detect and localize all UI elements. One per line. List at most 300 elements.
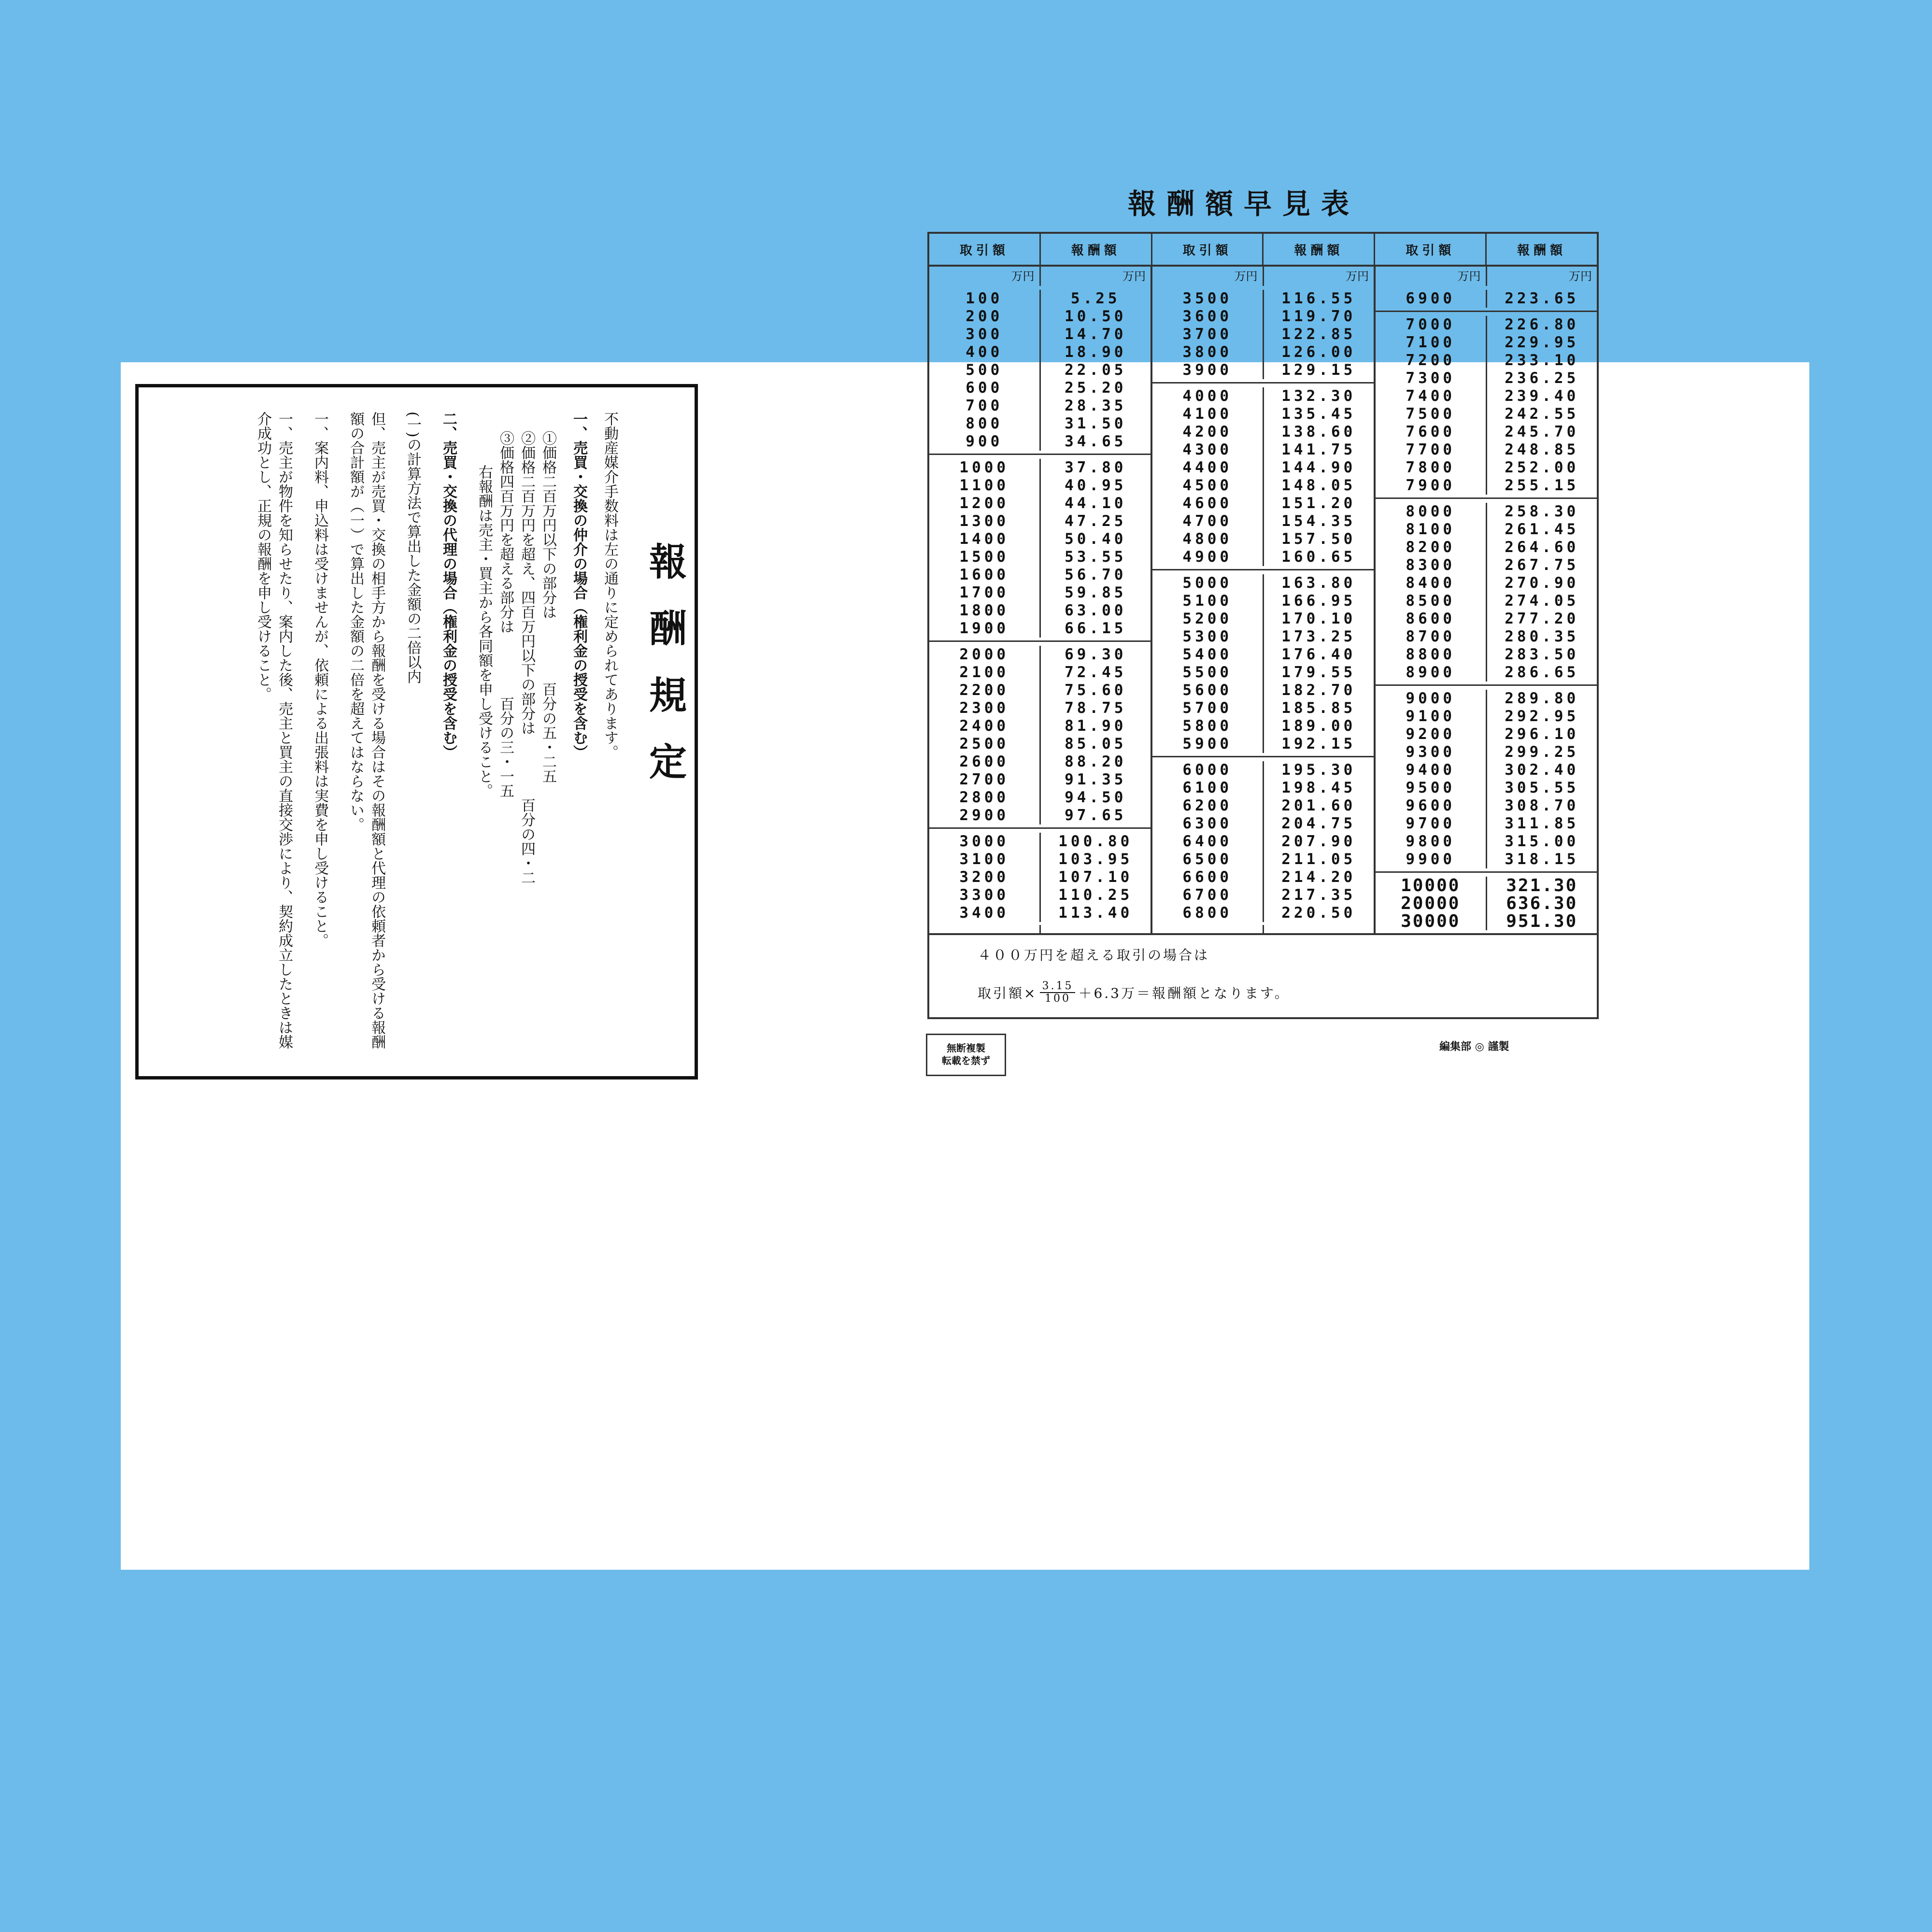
footer-formula: 取引額× $\frac{3.15}{100}$ ＋6.3万＝報酬額となります。 bbox=[978, 980, 1290, 1005]
amount-cell: 3300 bbox=[929, 886, 1041, 904]
amount-cell: 7100 bbox=[1376, 334, 1487, 352]
fee-cell: 148.05 bbox=[1281, 477, 1356, 494]
fee-cell: 207.90 bbox=[1281, 833, 1356, 850]
amount-cell: 2400 bbox=[929, 717, 1041, 735]
amount-cell: 7800 bbox=[1376, 459, 1487, 477]
table-header bbox=[929, 234, 1597, 267]
amount-cell: 3700 bbox=[1152, 326, 1264, 343]
table-row bbox=[929, 326, 1151, 343]
rules-section-2: 二、売買・交換の代理の場合（権利金の授受を含む） bbox=[440, 412, 457, 759]
fee-cell: 47.25 bbox=[1065, 512, 1127, 530]
table-row bbox=[1376, 761, 1597, 779]
fee-cell: 157.50 bbox=[1281, 530, 1356, 548]
fee-cell: 56.70 bbox=[1065, 566, 1127, 583]
amount-cell: 2200 bbox=[929, 682, 1041, 699]
amount-cell: 6900 bbox=[1376, 290, 1487, 308]
amount-cell: 9000 bbox=[1376, 690, 1487, 708]
amount-cell: 5800 bbox=[1152, 717, 1264, 735]
table-row bbox=[1152, 592, 1374, 610]
fee-cell: 14.70 bbox=[1065, 326, 1127, 343]
amount-cell: 3500 bbox=[1152, 290, 1264, 308]
table-row bbox=[1152, 343, 1374, 361]
rules-para-4: 一、売主が物件を知らせたり、案内した後、売主と買主の直接交渉により、契約成立したときは媒介成功とし、正規の報酬を申し受けること。 bbox=[255, 412, 293, 1049]
table-row bbox=[1376, 797, 1597, 815]
table-row bbox=[1152, 797, 1374, 815]
table-row bbox=[1376, 521, 1597, 539]
rules-item-2: ②価格二百万円を超え、四百万円以下の部分は 百分の四・二 bbox=[518, 431, 535, 885]
table-row bbox=[1152, 699, 1374, 717]
amount-cell: 9100 bbox=[1376, 708, 1487, 725]
header-cell: 取引額 bbox=[1375, 234, 1487, 265]
fee-cell: 100.80 bbox=[1058, 833, 1133, 850]
fee-cell: 226.80 bbox=[1505, 316, 1579, 333]
fee-cell: 318.15 bbox=[1505, 851, 1579, 868]
fee-cell: 69.30 bbox=[1065, 646, 1127, 663]
fee-cell: 182.70 bbox=[1281, 682, 1356, 699]
fee-cell: 166.95 bbox=[1281, 592, 1356, 610]
amount-cell: 2100 bbox=[929, 664, 1041, 682]
amount-cell: 6100 bbox=[1152, 779, 1264, 797]
table-row bbox=[1152, 477, 1374, 495]
amount-cell: 7400 bbox=[1376, 387, 1487, 405]
fee-cell: 261.45 bbox=[1505, 521, 1579, 538]
amount-cell: 9500 bbox=[1376, 779, 1487, 797]
rules-box bbox=[135, 384, 698, 1080]
amount-cell: 8000 bbox=[1376, 503, 1487, 521]
table-row bbox=[1376, 833, 1597, 851]
fee-cell: 53.55 bbox=[1065, 548, 1127, 566]
fee-cell: 88.20 bbox=[1065, 753, 1127, 770]
table-row bbox=[1376, 387, 1597, 405]
table-row bbox=[929, 495, 1151, 512]
amount-cell: 8300 bbox=[1376, 556, 1487, 574]
row-group bbox=[929, 454, 1151, 640]
table-row bbox=[1152, 646, 1374, 664]
fee-cell: 72.45 bbox=[1065, 664, 1127, 681]
fee-cell: 75.60 bbox=[1065, 682, 1127, 699]
column-filler bbox=[1152, 925, 1374, 933]
table-row bbox=[1152, 735, 1374, 753]
fee-cell: 138.60 bbox=[1281, 423, 1356, 440]
fee-table bbox=[927, 232, 1599, 1019]
formula-fraction: $\frac{3.15}{100}$ bbox=[1040, 980, 1075, 1005]
fee-cell: 160.65 bbox=[1281, 548, 1356, 566]
fee-cell: 198.45 bbox=[1281, 779, 1356, 796]
table-row bbox=[1376, 539, 1597, 556]
amount-cell: 6600 bbox=[1152, 868, 1264, 886]
amount-cell: 5400 bbox=[1152, 646, 1264, 664]
fee-cell: 22.05 bbox=[1065, 361, 1127, 379]
fee-cell: 229.95 bbox=[1505, 334, 1579, 351]
unit-row bbox=[1152, 267, 1374, 286]
amount-cell: 500 bbox=[929, 361, 1041, 379]
table-row bbox=[929, 646, 1151, 664]
table-row bbox=[1376, 912, 1597, 930]
table-row bbox=[1376, 503, 1597, 521]
table-row bbox=[1376, 423, 1597, 441]
column-pair bbox=[929, 267, 1152, 933]
fee-cell: 37.80 bbox=[1065, 459, 1127, 476]
table-row bbox=[1376, 592, 1597, 610]
fee-cell: 18.90 bbox=[1065, 343, 1127, 361]
table-row bbox=[929, 886, 1151, 904]
amount-cell: 4400 bbox=[1152, 459, 1264, 477]
amount-cell: 6800 bbox=[1152, 904, 1264, 922]
unit-label: 万円 bbox=[1569, 270, 1592, 283]
table-row bbox=[1376, 610, 1597, 628]
amount-cell: 8700 bbox=[1376, 628, 1487, 646]
amount-cell: 7300 bbox=[1376, 369, 1487, 387]
unit-label: 万円 bbox=[929, 267, 1041, 286]
fee-cell: 315.00 bbox=[1505, 833, 1579, 850]
table-row bbox=[1152, 868, 1374, 886]
table-row bbox=[1376, 628, 1597, 646]
table-row bbox=[929, 904, 1151, 922]
fee-cell: 107.10 bbox=[1058, 868, 1133, 886]
table-row bbox=[929, 664, 1151, 682]
amount-cell: 300 bbox=[929, 326, 1041, 343]
table-row bbox=[1152, 495, 1374, 512]
amount-cell: 1200 bbox=[929, 495, 1041, 512]
rules-note: 右報酬は売主・買主から各同額を申し受けること。 bbox=[476, 465, 493, 798]
table-row bbox=[1152, 833, 1374, 851]
fee-cell: 299.25 bbox=[1505, 743, 1579, 761]
amount-cell: 7900 bbox=[1376, 477, 1487, 495]
fee-cell: 173.25 bbox=[1281, 628, 1356, 645]
table-footer bbox=[929, 933, 1597, 1018]
row-group bbox=[1376, 684, 1597, 871]
fee-cell: 81.90 bbox=[1065, 717, 1127, 735]
fee-cell: 103.95 bbox=[1058, 851, 1133, 868]
table-row bbox=[1152, 717, 1374, 735]
fee-cell: 296.10 bbox=[1505, 725, 1579, 743]
table-row bbox=[1152, 904, 1374, 922]
amount-cell: 900 bbox=[929, 433, 1041, 451]
amount-cell: 100 bbox=[929, 290, 1041, 308]
fee-cell: 302.40 bbox=[1505, 761, 1579, 779]
fee-cell: 126.00 bbox=[1281, 343, 1356, 361]
amount-cell: 2900 bbox=[929, 807, 1041, 824]
amount-cell: 3800 bbox=[1152, 343, 1264, 361]
rules-item-3: ③価格四百万円を超える部分は 百分の三・一五 bbox=[497, 431, 514, 798]
rules-intro: 不動産媒介手数料は左の通りに定められてあります。 bbox=[601, 412, 618, 759]
amount-cell: 7000 bbox=[1376, 316, 1487, 334]
rules-para-3: 一、案内料、申込料は受けませんが、依頼による出張料は実費を申し受けること。 bbox=[312, 412, 328, 948]
amount-cell: 8200 bbox=[1376, 539, 1487, 556]
table-row bbox=[1376, 690, 1597, 708]
amount-cell: 1600 bbox=[929, 566, 1041, 584]
amount-cell: 6400 bbox=[1152, 833, 1264, 851]
fee-cell: 217.35 bbox=[1281, 886, 1356, 904]
table-row bbox=[1152, 423, 1374, 441]
amount-cell: 6200 bbox=[1152, 797, 1264, 815]
table-row bbox=[929, 833, 1151, 851]
rules-item-1: ①価格二百万円以下の部分は 百分の五・二五 bbox=[540, 431, 556, 783]
amount-cell: 4200 bbox=[1152, 423, 1264, 441]
fee-cell: 305.55 bbox=[1505, 779, 1579, 796]
table-row bbox=[929, 566, 1151, 584]
amount-cell: 5600 bbox=[1152, 682, 1264, 699]
rules-section-1: 一、売買・交換の仲介の場合（権利金の授受を含む） bbox=[570, 412, 587, 759]
table-row bbox=[929, 530, 1151, 548]
fee-cell: 154.35 bbox=[1281, 512, 1356, 530]
table-row bbox=[929, 851, 1151, 868]
table-row bbox=[1152, 441, 1374, 459]
table-row bbox=[1376, 459, 1597, 477]
column-pair bbox=[1376, 267, 1597, 933]
table-row bbox=[929, 548, 1151, 566]
table-row bbox=[1152, 610, 1374, 628]
amount-cell: 4500 bbox=[1152, 477, 1264, 495]
fee-cell: 135.45 bbox=[1281, 405, 1356, 423]
fee-cell: 113.40 bbox=[1058, 904, 1133, 922]
amount-cell: 7600 bbox=[1376, 423, 1487, 441]
table-row bbox=[1152, 682, 1374, 699]
fee-cell: 144.90 bbox=[1281, 459, 1356, 476]
amount-cell: 4600 bbox=[1152, 495, 1264, 512]
fee-cell: 63.00 bbox=[1065, 602, 1127, 619]
fee-cell: 252.00 bbox=[1505, 459, 1579, 476]
amount-cell: 5900 bbox=[1152, 735, 1264, 753]
amount-cell: 4900 bbox=[1152, 548, 1264, 566]
column-pair bbox=[1152, 267, 1376, 933]
table-row bbox=[1376, 725, 1597, 743]
amount-cell: 3400 bbox=[929, 904, 1041, 922]
fee-cell: 31.50 bbox=[1065, 415, 1127, 432]
amount-cell: 2000 bbox=[929, 646, 1041, 664]
amount-cell: 20000 bbox=[1376, 895, 1487, 912]
fee-cell: 66.15 bbox=[1065, 620, 1127, 637]
fee-cell: 321.30 bbox=[1506, 876, 1578, 895]
header-cell: 取引額 bbox=[1152, 234, 1264, 265]
fee-cell: 289.80 bbox=[1505, 690, 1579, 707]
fee-cell: 258.30 bbox=[1505, 503, 1579, 520]
amount-cell: 1900 bbox=[929, 620, 1041, 638]
fee-cell: 10.50 bbox=[1065, 308, 1127, 325]
fee-cell: 132.30 bbox=[1281, 387, 1356, 405]
amount-cell: 10000 bbox=[1376, 877, 1487, 895]
fee-cell: 214.20 bbox=[1281, 868, 1356, 886]
amount-cell: 9900 bbox=[1376, 851, 1487, 868]
table-row bbox=[1376, 316, 1597, 334]
amount-cell: 700 bbox=[929, 397, 1041, 415]
fee-cell: 223.65 bbox=[1505, 290, 1579, 307]
fee-cell: 141.75 bbox=[1281, 441, 1356, 458]
table-row bbox=[1152, 361, 1374, 379]
table-body bbox=[929, 267, 1597, 933]
amount-cell: 8800 bbox=[1376, 646, 1487, 664]
amount-cell: 1100 bbox=[929, 477, 1041, 495]
table-row bbox=[929, 459, 1151, 477]
rules-title: 報酬規定 bbox=[643, 542, 687, 809]
amount-cell: 30000 bbox=[1376, 912, 1487, 930]
amount-cell: 3100 bbox=[929, 851, 1041, 868]
amount-cell: 3600 bbox=[1152, 308, 1264, 326]
fee-cell: 264.60 bbox=[1505, 539, 1579, 556]
rules-para-1: (一)の計算方法で算出した金額の二倍以内 bbox=[404, 412, 421, 684]
amount-cell: 2700 bbox=[929, 771, 1041, 789]
table-row bbox=[929, 807, 1151, 824]
table-row bbox=[929, 361, 1151, 379]
table-row bbox=[929, 512, 1151, 530]
amount-cell: 2800 bbox=[929, 789, 1041, 807]
fee-cell: 255.15 bbox=[1505, 477, 1579, 494]
amount-cell: 4100 bbox=[1152, 405, 1264, 423]
row-group bbox=[1376, 311, 1597, 497]
unit-row bbox=[929, 267, 1151, 286]
footer-line-1: ４００万円を超える取引の場合は bbox=[978, 947, 1210, 963]
fee-cell: 94.50 bbox=[1065, 789, 1127, 806]
fee-cell: 204.75 bbox=[1281, 815, 1356, 832]
amount-cell: 8500 bbox=[1376, 592, 1487, 610]
table-row bbox=[1376, 664, 1597, 682]
table-row bbox=[1376, 646, 1597, 664]
table-row bbox=[929, 584, 1151, 602]
amount-cell: 6300 bbox=[1152, 815, 1264, 833]
amount-cell: 1400 bbox=[929, 530, 1041, 548]
fee-cell: 245.70 bbox=[1505, 423, 1579, 440]
table-row bbox=[929, 682, 1151, 699]
fee-cell: 91.35 bbox=[1065, 771, 1127, 788]
table-row bbox=[1376, 708, 1597, 725]
amount-cell: 3900 bbox=[1152, 361, 1264, 379]
table-row bbox=[929, 343, 1151, 361]
table-row bbox=[1376, 895, 1597, 912]
amount-cell: 5000 bbox=[1152, 574, 1264, 592]
table-row bbox=[1376, 574, 1597, 592]
row-group bbox=[1376, 497, 1597, 684]
amount-cell: 9700 bbox=[1376, 815, 1487, 833]
fee-cell: 195.30 bbox=[1281, 761, 1356, 779]
fee-cell: 85.05 bbox=[1065, 735, 1127, 753]
header-cell: 報酬額 bbox=[1264, 234, 1375, 265]
table-row bbox=[929, 735, 1151, 753]
amount-cell: 3000 bbox=[929, 833, 1041, 851]
row-group bbox=[1152, 569, 1374, 756]
fee-cell: 248.85 bbox=[1505, 441, 1579, 458]
fee-cell: 5.25 bbox=[1070, 290, 1121, 307]
table-row bbox=[1376, 405, 1597, 423]
table-row bbox=[1152, 387, 1374, 405]
table-row bbox=[1152, 548, 1374, 566]
fee-cell: 25.20 bbox=[1065, 379, 1127, 397]
fee-cell: 170.10 bbox=[1281, 610, 1356, 627]
amount-cell: 1700 bbox=[929, 584, 1041, 602]
row-group bbox=[929, 640, 1151, 827]
table-row bbox=[1152, 779, 1374, 797]
amount-cell: 3200 bbox=[929, 868, 1041, 886]
amount-cell: 8400 bbox=[1376, 574, 1487, 592]
amount-cell: 9300 bbox=[1376, 743, 1487, 761]
table-row bbox=[1152, 886, 1374, 904]
row-group bbox=[929, 286, 1151, 454]
amount-cell: 7500 bbox=[1376, 405, 1487, 423]
table-row bbox=[1376, 877, 1597, 895]
fee-cell: 236.25 bbox=[1505, 369, 1579, 387]
table-row bbox=[1152, 664, 1374, 682]
table-row bbox=[929, 290, 1151, 308]
table-row bbox=[1152, 530, 1374, 548]
publisher-mark: 編集部 ◎ 謹製 bbox=[1439, 1040, 1509, 1053]
table-row bbox=[929, 477, 1151, 495]
rules-para-2: 但、売主が売買・交換の相手方から報酬を受ける場合はその報酬額と代理の依頼者から受ける報酬額の合計額が（一）で算出した金額の二倍を超えてはならない。 bbox=[347, 412, 385, 1049]
table-row bbox=[1152, 815, 1374, 833]
column-filler bbox=[929, 925, 1151, 933]
fee-cell: 97.65 bbox=[1065, 807, 1127, 824]
fee-cell: 189.00 bbox=[1281, 717, 1356, 735]
table-row bbox=[1376, 556, 1597, 574]
fee-cell: 951.30 bbox=[1506, 911, 1578, 931]
fee-cell: 119.70 bbox=[1281, 308, 1356, 325]
unit-label: 万円 bbox=[1122, 270, 1146, 283]
table-row bbox=[1376, 369, 1597, 387]
amount-cell: 5100 bbox=[1152, 592, 1264, 610]
fee-cell: 239.40 bbox=[1505, 387, 1579, 405]
table-row bbox=[1152, 628, 1374, 646]
fee-cell: 277.20 bbox=[1505, 610, 1579, 627]
table-row bbox=[1376, 779, 1597, 797]
fee-cell: 59.85 bbox=[1065, 584, 1127, 601]
table-row bbox=[1376, 441, 1597, 459]
amount-cell: 1000 bbox=[929, 459, 1041, 477]
unit-row bbox=[1376, 267, 1597, 286]
table-row bbox=[929, 602, 1151, 620]
amount-cell: 9800 bbox=[1376, 833, 1487, 851]
amount-cell: 200 bbox=[929, 308, 1041, 326]
amount-cell: 2300 bbox=[929, 699, 1041, 717]
amount-cell: 4300 bbox=[1152, 441, 1264, 459]
amount-cell: 9600 bbox=[1376, 797, 1487, 815]
unit-label: 万円 bbox=[1152, 267, 1264, 286]
amount-cell: 2500 bbox=[929, 735, 1041, 753]
fee-cell: 220.50 bbox=[1281, 904, 1356, 922]
fee-cell: 292.95 bbox=[1505, 708, 1579, 725]
amount-cell: 400 bbox=[929, 343, 1041, 361]
fee-cell: 274.05 bbox=[1505, 592, 1579, 610]
table-row bbox=[1376, 851, 1597, 868]
unit-label: 万円 bbox=[1376, 267, 1487, 286]
amount-cell: 9200 bbox=[1376, 725, 1487, 743]
amount-cell: 7200 bbox=[1376, 352, 1487, 369]
table-row bbox=[1376, 334, 1597, 352]
row-group bbox=[1152, 756, 1374, 925]
amount-cell: 1300 bbox=[929, 512, 1041, 530]
table-row bbox=[1152, 326, 1374, 343]
header-cell: 報酬額 bbox=[1041, 234, 1152, 265]
fee-cell: 176.40 bbox=[1281, 646, 1356, 663]
amount-cell: 6500 bbox=[1152, 851, 1264, 868]
fee-cell: 44.10 bbox=[1065, 495, 1127, 512]
table-row bbox=[929, 753, 1151, 771]
amount-cell: 1800 bbox=[929, 602, 1041, 620]
fee-cell: 192.15 bbox=[1281, 735, 1356, 753]
table-row bbox=[929, 771, 1151, 789]
table-row bbox=[929, 308, 1151, 326]
table-row bbox=[1376, 477, 1597, 495]
table-row bbox=[929, 415, 1151, 433]
row-group bbox=[1376, 871, 1597, 933]
amount-cell: 5200 bbox=[1152, 610, 1264, 628]
table-row bbox=[1152, 459, 1374, 477]
header-cell: 報酬額 bbox=[1517, 243, 1567, 258]
table-row bbox=[1376, 743, 1597, 761]
fee-cell: 267.75 bbox=[1505, 556, 1579, 574]
table-title: 報酬額早見表 bbox=[1127, 187, 1360, 220]
amount-cell: 5700 bbox=[1152, 699, 1264, 717]
row-group bbox=[1152, 382, 1374, 569]
amount-cell: 5500 bbox=[1152, 664, 1264, 682]
amount-cell: 6000 bbox=[1152, 761, 1264, 779]
